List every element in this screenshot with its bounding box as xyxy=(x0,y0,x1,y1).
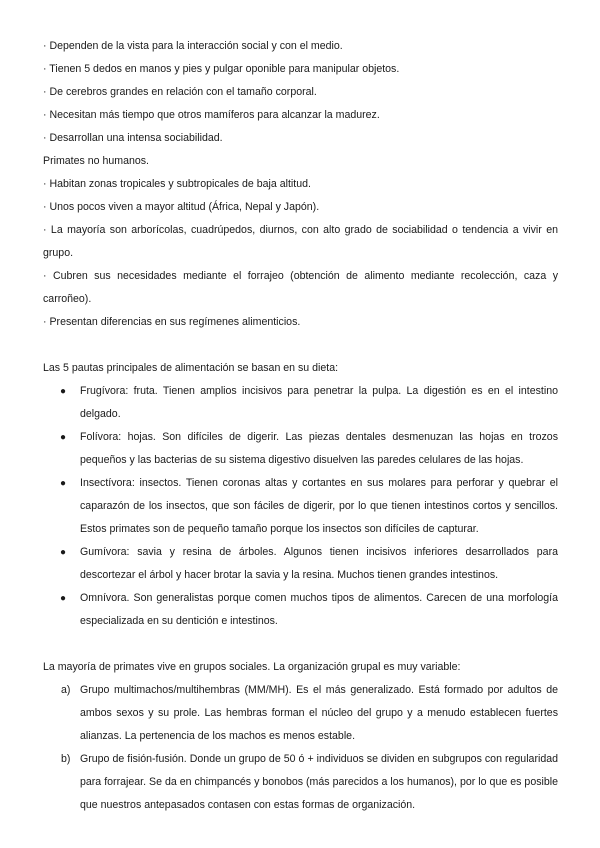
trait-line: · Tienen 5 dedos en manos y pies y pulgar oponible para manipular objetos. xyxy=(43,63,400,75)
social-intro: La mayoría de primates vive en grupos sociales. La organización grupal es muy variable: xyxy=(43,661,461,673)
bullet-icon: ● xyxy=(60,478,67,489)
trait-line: · Cubren sus necesidades mediante el forrajeo (obtención de alimento mediante recolección, caza y carroñeo). xyxy=(43,270,558,305)
trait-line: · Presentan diferencias en sus regímenes alimenticios. xyxy=(43,316,301,328)
trait-line: · Habitan zonas tropicales y subtropicales de baja altitud. xyxy=(43,178,311,190)
spacer xyxy=(43,633,558,656)
bullet-icon: ● xyxy=(60,386,67,397)
social-item xyxy=(43,748,558,817)
diet-item-text: Omnívora. Son generalistas porque comen muchos tipos de alimentos. Carecen de una morfología especializada en su dentición e intestinos. xyxy=(80,592,558,627)
bullet-icon: ● xyxy=(60,547,67,558)
diet-item-text: Gumívora: savia y resina de árboles. Algunos tienen incisivos inferiores desarrollados para descortezar el árbol y hacer brotar la savia y la resina. Muchos tienen grandes intestinos. xyxy=(80,546,558,581)
nonhuman-traits xyxy=(43,173,558,334)
diet-item-text: Folívora: hojas. Son difíciles de digerir. Las piezas dentales desmenuzan las hojas en trozos pequeños y las bacterias de su sistema digestivo disuelven las paredes celulares de las hojas. xyxy=(80,431,558,466)
spacer xyxy=(43,334,558,357)
diet-item xyxy=(43,587,558,633)
diet-item xyxy=(43,380,558,426)
diet-item xyxy=(43,541,558,587)
social-item-text: Grupo multimachos/multihembras (MM/MH). Es el más generalizado. Está formado por adultos de ambos sexos y su prole. Las hembras forman el núcleo del grupo y a menudo establecen fuertes alianzas. La pertenencia de los machos es menos estable. xyxy=(80,684,558,742)
diet-list xyxy=(43,380,558,633)
diet-item-text: Frugívora: fruta. Tienen amplios incisivos para penetrar la pulpa. La digestión es en el intestino delgado. xyxy=(80,385,558,420)
trait-line: · Desarrollan una intensa sociabilidad. xyxy=(43,132,223,144)
trait-line: · La mayoría son arborícolas, cuadrúpedos, diurnos, con alto grado de sociabilidad o tendencia a vivir en grupo. xyxy=(43,224,558,259)
list-marker: a) xyxy=(61,684,71,696)
trait-line: · Unos pocos viven a mayor altitud (África, Nepal y Japón). xyxy=(43,201,320,213)
social-item xyxy=(43,679,558,748)
bullet-icon: ● xyxy=(60,432,67,443)
trait-line: · Dependen de la vista para la interacción social y con el medio. xyxy=(43,40,343,52)
trait-line: · De cerebros grandes en relación con el tamaño corporal. xyxy=(43,86,317,98)
bullet-icon: ● xyxy=(60,593,67,604)
nonhuman-heading: Primates no humanos. xyxy=(43,155,149,167)
trait-line: · Necesitan más tiempo que otros mamíferos para alcanzar la madurez. xyxy=(43,109,380,121)
diet-item xyxy=(43,426,558,472)
diet-item xyxy=(43,472,558,541)
diet-item-text: Insectívora: insectos. Tienen coronas altas y cortantes en sus molares para perforar y quebrar el caparazón de los insectos, que son fáciles de digerir, por lo que tienen intestinos cortos y sencillos. Estos primates son de pequeño tamaño porque los insectos son difíciles de capturar. xyxy=(80,477,558,535)
social-list xyxy=(43,679,558,817)
social-item-text: Grupo de fisión-fusión. Donde un grupo de 50 ó + individuos se dividen en subgrupos con regularidad para forrajear. Se da en chimpancés y bonobos (más parecidos a los humanos), por lo que es posible que nuestros antepasados contasen con estas formas de organización. xyxy=(80,753,558,811)
intro-traits xyxy=(43,35,558,150)
diet-intro: Las 5 pautas principales de alimentación se basan en su dieta: xyxy=(43,362,339,374)
list-marker: b) xyxy=(61,753,71,765)
